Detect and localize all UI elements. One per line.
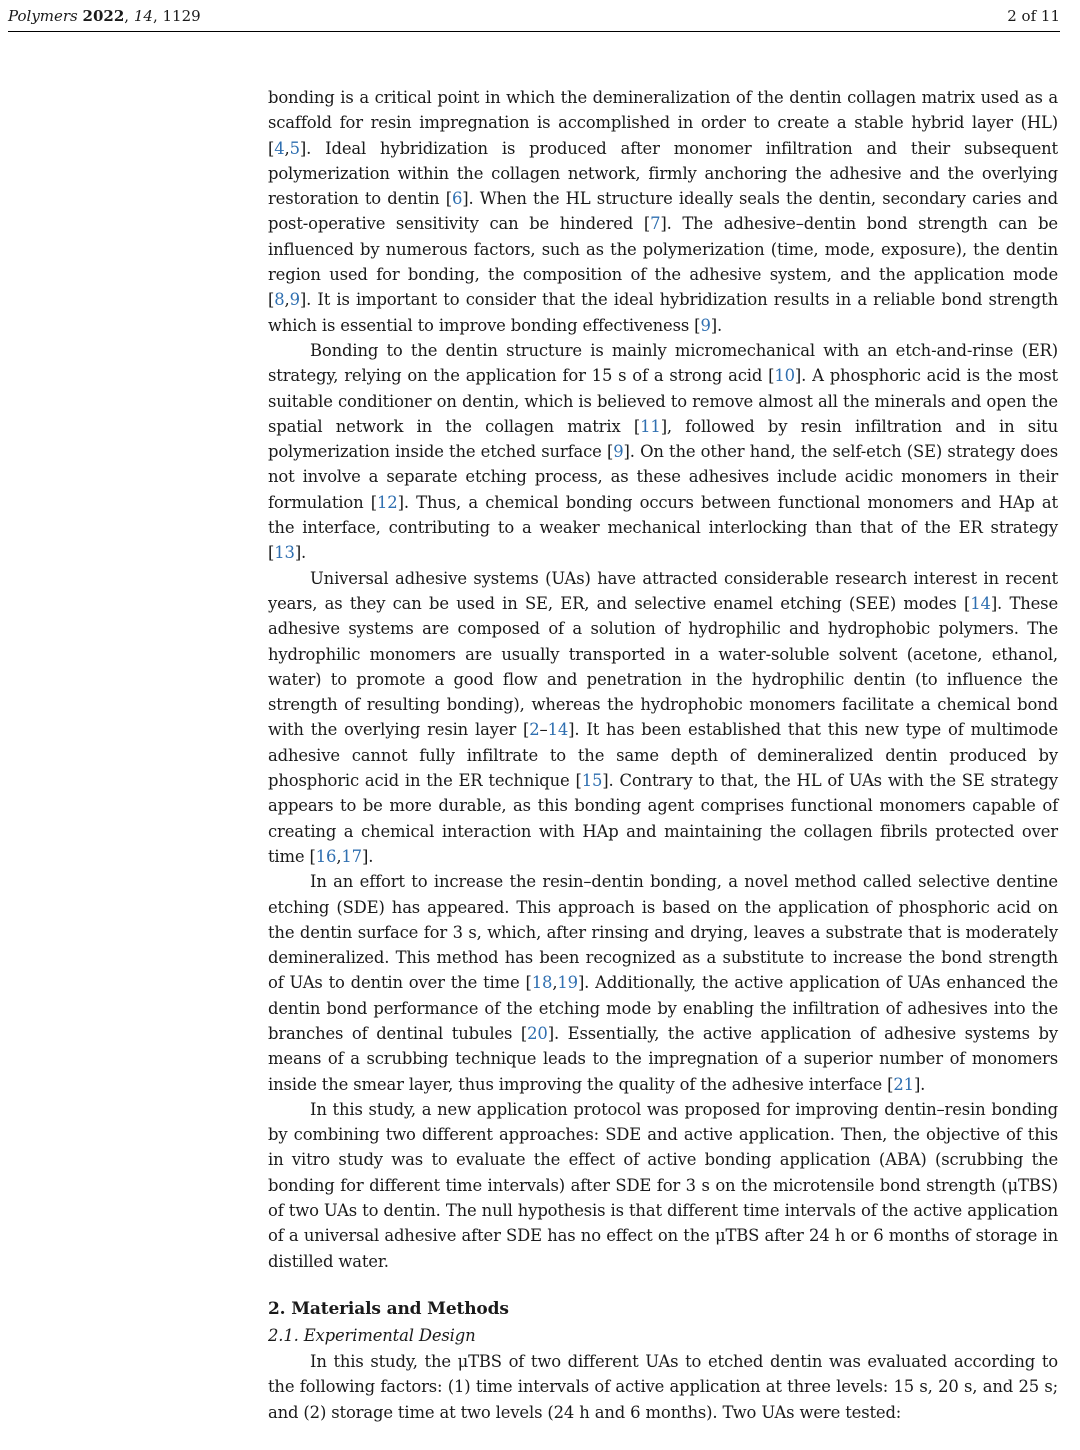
journal-year: 2022 [82, 7, 125, 25]
journal-citation: Polymers 2022, 14, 1129 [8, 7, 201, 25]
citation-link[interactable]: 14 [547, 720, 569, 740]
page-number: 2 of 11 [1007, 7, 1060, 25]
citation-link[interactable]: 2 [529, 720, 540, 740]
citation-link[interactable]: 13 [274, 543, 295, 563]
journal-volume: 14 [133, 7, 153, 25]
citation-link[interactable]: 12 [377, 492, 398, 512]
paragraph-3: Universal adhesive systems (UAs) have attracted considerable research interest in recent years, as they can be used in SE, ER, and selective enamel etching (SEE) modes [14]. These adhesive systems are composed of a solution of hydrophilic and hydrophobic polymers. The hydrophilic monomers are usually transported in a water-soluble solvent (acetone, ethanol, water) to promote a good flow and penetration in the hydrophilic dentin (to influence the strength of resulting bonding), whereas the hydrophobic monomers facilitate a chemical bond with the overlying resin layer [2–14]. It has been established that this new type of multimode adhesive cannot fully infiltrate to the same depth of demineralized dentin produced by phosphoric acid in the ER technique [15]. Contrary to that, the HL of UAs with the SE strategy appears to be more durable, as this bonding agent comprises functional monomers capable of creating a chemical interaction with HAp and maintaining the collagen fibrils protected over time [16,17]. [268, 568, 1058, 866]
paragraph-4: In an effort to increase the resin–dentin bonding, a novel method called selective dentine etching (SDE) has appeared. This approach is based on the application of phosphoric acid on the dentin surface for 3 s, which, after rinsing and drying, leaves a substrate that is moderately demineralized. This method has been recognized as a substitute to increase the bond strength of UAs to dentin over the time [18,19]. Additionally, the active application of UAs enhanced the dentin bond performance of the etching mode by enabling the infiltration of adhesives into the branches of dentinal tubules [20]. Essentially, the active application of adhesive systems by means of a scrubbing technique leads to the impregnation of a superior number of monomers inside the smear layer, thus improving the quality of the adhesive interface [21]. [268, 872, 1058, 1094]
citation-link[interactable]: 9 [613, 442, 624, 462]
citation-link[interactable]: 21 [893, 1074, 914, 1094]
subsection-heading: 2.1. Experimental Design [268, 1325, 476, 1345]
page-header [8, 3, 1060, 32]
citation-link[interactable]: 19 [557, 973, 578, 993]
citation-link[interactable]: 17 [341, 846, 362, 866]
article-body [268, 85, 1058, 1425]
citation-link[interactable]: 9 [700, 315, 711, 335]
citation-link[interactable]: 15 [581, 771, 603, 791]
citation-link[interactable]: 8 [274, 290, 285, 310]
citation-link[interactable]: 20 [527, 1023, 548, 1043]
citation-link[interactable]: 9 [289, 290, 300, 310]
citation-link[interactable]: 16 [315, 846, 337, 866]
article-number: 1129 [162, 7, 201, 25]
journal-name: Polymers [8, 7, 78, 25]
citation-link[interactable]: 14 [970, 593, 991, 613]
section-heading: 2. Materials and Methods [268, 1298, 509, 1319]
citation-link[interactable]: 7 [650, 214, 661, 234]
paragraph-5: In this study, a new application protocol was proposed for improving dentin–resin bonding by combining two different approaches: SDE and active application. Then, the objective of this in vitro study was to evaluate the effect of active bonding application (ABA) (scrubbing the bonding for different time intervals) after SDE for 3 s on the microtensile bond strength (μTBS) of two UAs to dentin. The null hypothesis is that different time intervals of the active application of a universal adhesive after SDE has no effect on the μTBS after 24 h or 6 months of storage in distilled water. [268, 1099, 1058, 1271]
citation-link[interactable]: 18 [531, 973, 553, 993]
paragraph-2: Bonding to the dentin structure is mainly micromechanical with an etch-and-rinse (ER) strategy, relying on the application for 15 s of a strong acid [10]. A phosphoric acid is the most suitable conditioner on dentin, which is believed to remove almost all the minerals and open the spatial network in the collagen matrix [11], followed by resin infiltration and in situ polymerization inside the etched surface [9]. On the other hand, the self-etch (SE) strategy does not involve a separate etching process, as these adhesives include acidic monomers in their formulation [12]. Thus, a chemical bonding occurs between functional monomers and HAp at the interface, contributing to a weaker mechanical interlocking than that of the ER strategy [13]. [268, 340, 1059, 563]
paragraph-6: In this study, the μTBS of two different UAs to etched dentin was evaluated according to the following factors: (1) time intervals of active application at three levels: 15 s, 20 s, and 25 s; and (2) storage time at two levels (24 h and 6 months). Two UAs were tested: [268, 1351, 1058, 1422]
citation-link[interactable]: 6 [451, 189, 463, 209]
citation-link[interactable]: 11 [640, 416, 661, 436]
citation-link[interactable]: 5 [289, 138, 300, 158]
paragraph-1: bonding is a critical point in which the demineralization of the dentin collagen matrix used as a scaffold for resin impregnation is accomplished in order to create a stable hybrid layer (HL) [4,5]. Ideal hybridization is produced after monomer infiltration and their subsequent polymerization within the collagen network, firmly anchoring the adhesive and the overlying restoration to dentin [6]. When the HL structure ideally seals the dentin, secondary caries and post-operative sensitivity can be hindered [7]. The adhesive–dentin bond strength can be influenced by numerous factors, such as the polymerization (time, mode, exposure), the dentin region used for bonding, the composition of the adhesive system, and the application mode [8,9]. It is important to consider that the ideal hybridization results in a reliable bond strength which is essential to improve bonding effectiveness [9]. [268, 88, 1058, 335]
citation-link[interactable]: 10 [774, 366, 795, 386]
citation-link[interactable]: 4 [274, 138, 285, 158]
